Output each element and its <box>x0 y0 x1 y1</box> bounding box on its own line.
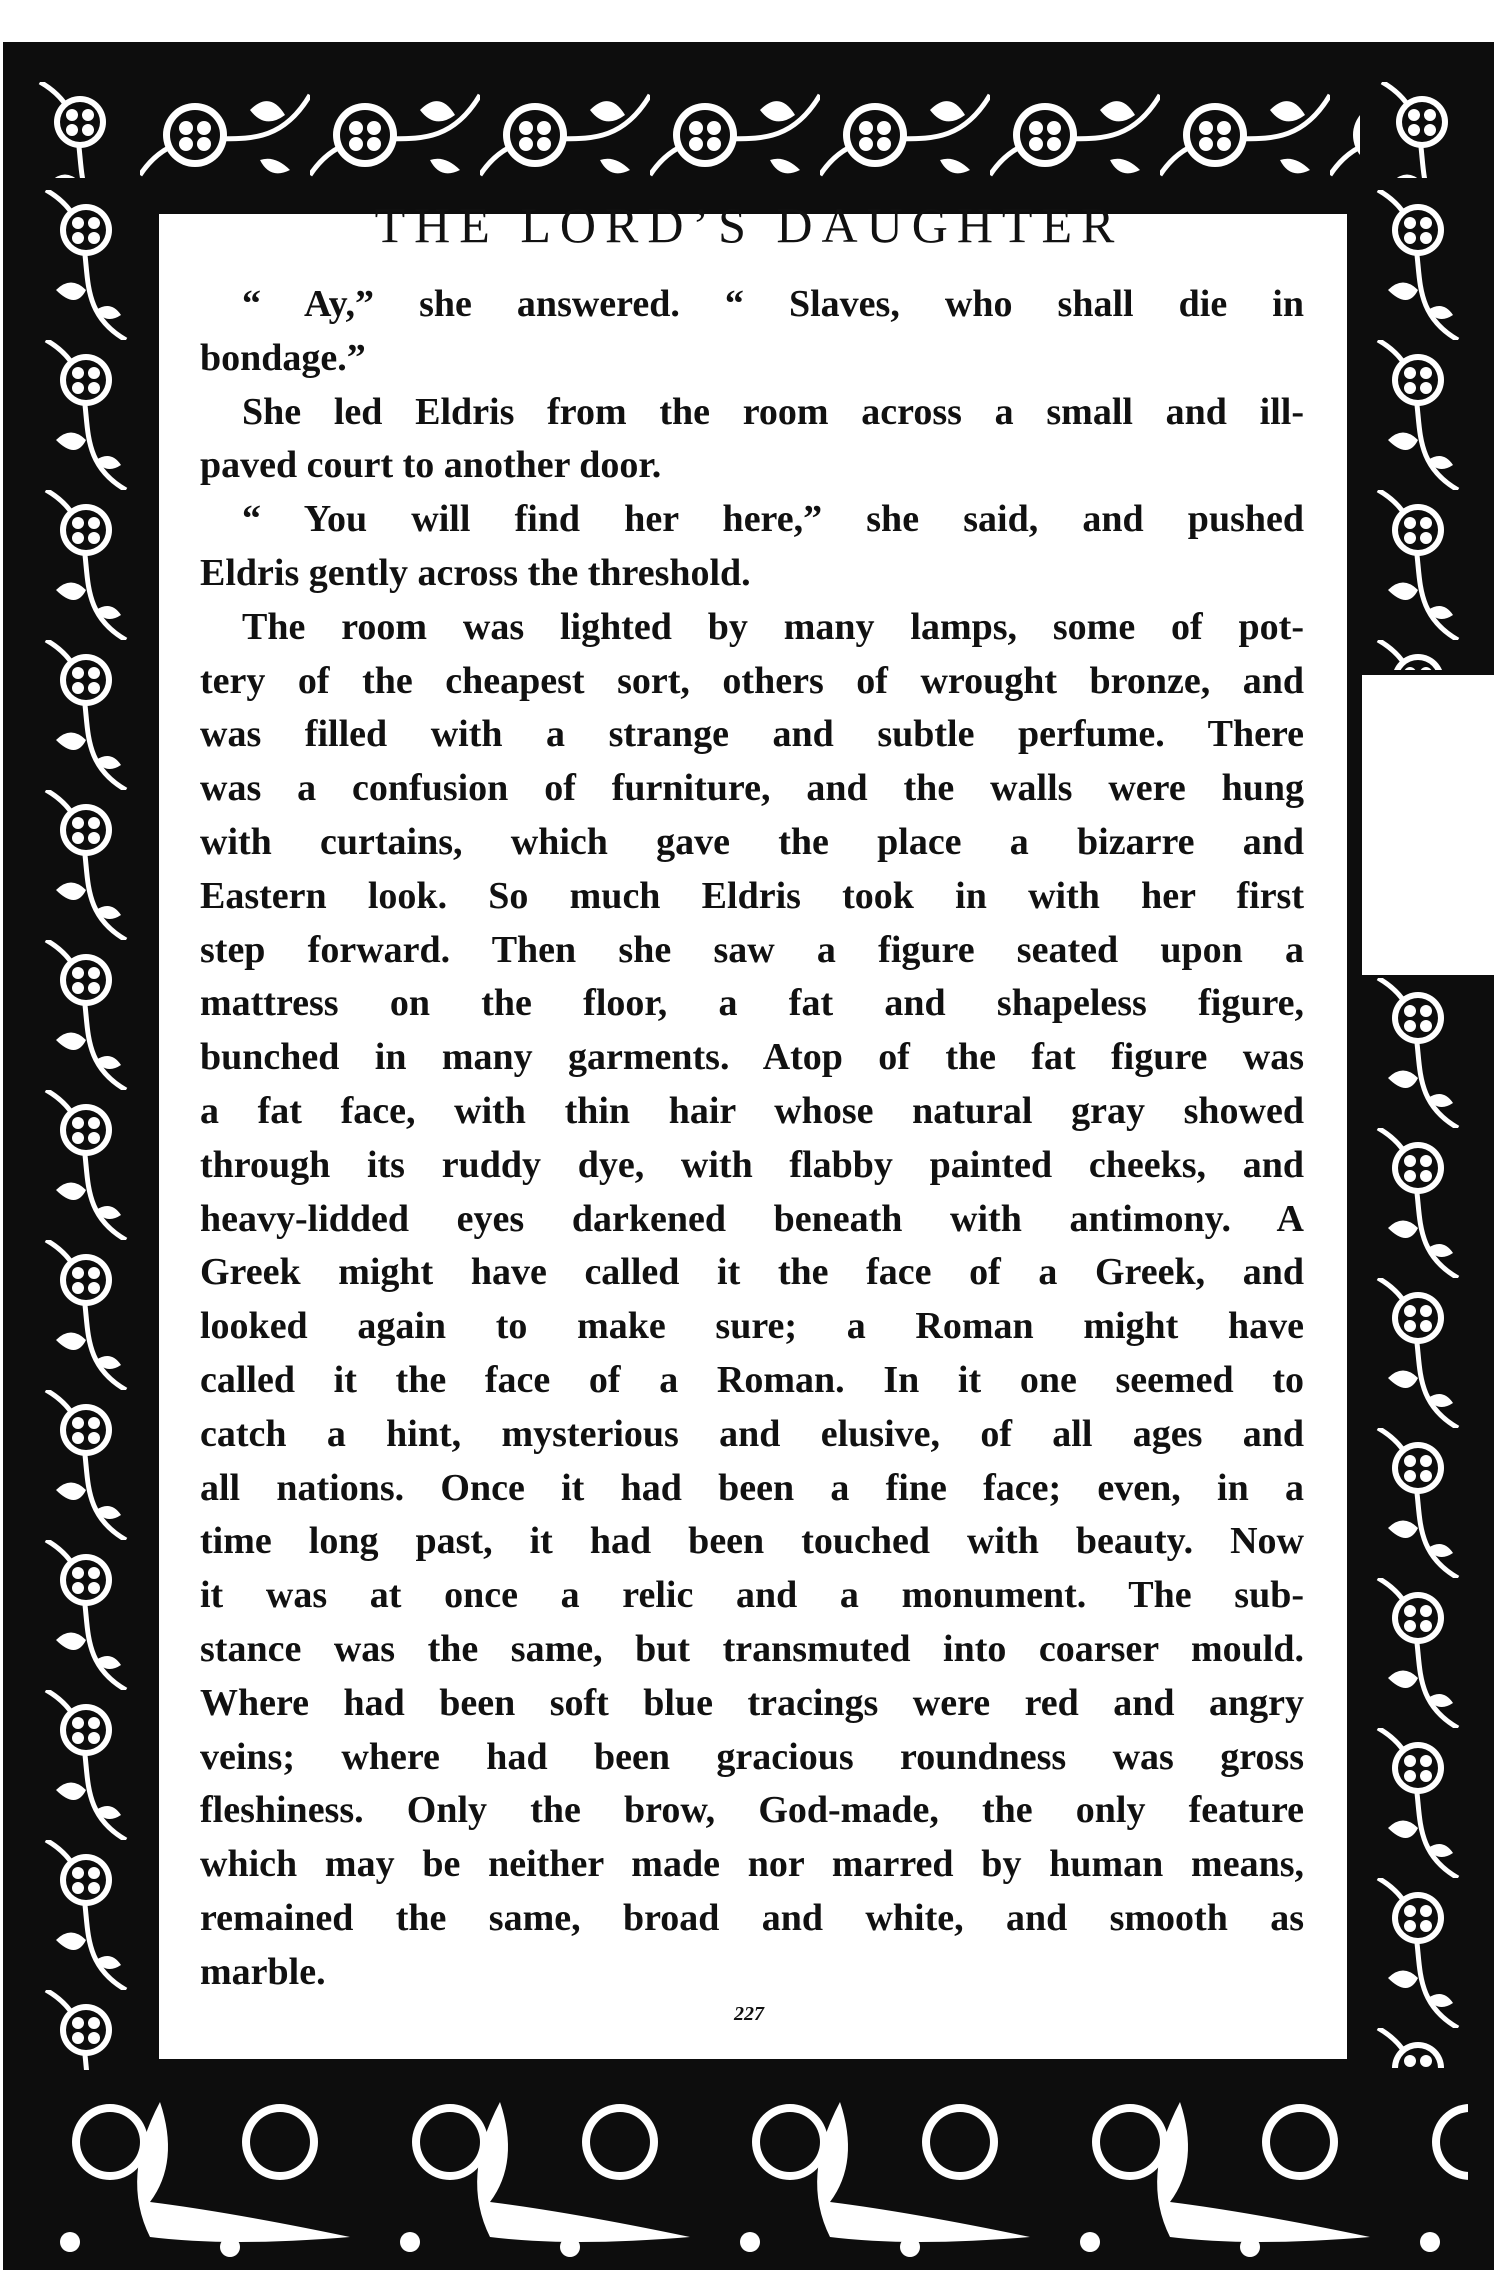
text-line: Eldris gently across the threshold. <box>200 551 751 594</box>
text-line: The room was lighted by many lamps, some of pot- <box>242 605 1304 648</box>
text-line: bunched in many garments. Atop of the fat figure was <box>200 1036 1304 1079</box>
text-line: mattress on the floor, a fat and shapeless figure, <box>200 982 1304 1025</box>
text-line: was a confusion of furniture, and the walls were hung <box>200 767 1304 810</box>
corner-rose-ornament-top-right <box>1372 82 1468 178</box>
corner-rose-ornament-top-left <box>30 82 126 178</box>
text-line: Eastern look. So much Eldris took in with her first <box>200 874 1304 917</box>
text-line: veins; where had been gracious roundness was gross <box>200 1735 1304 1778</box>
paragraph <box>200 386 1304 494</box>
text-line: “ Ay,” she answered. “ Slaves, who shall die in <box>242 283 1304 325</box>
page-number: 227 <box>734 2003 764 2025</box>
text-line: looked again to make sure; a Roman might have <box>200 1305 1304 1348</box>
text-line: step forward. Then she saw a figure seated upon a <box>200 928 1304 971</box>
right-vine-ornament-lower <box>1368 978 1468 2068</box>
running-title: THE LORD’S DAUGHTER <box>374 197 1124 253</box>
text-line: with curtains, which gave the place a bizarre and <box>200 820 1304 863</box>
page-body-text <box>200 278 1304 2000</box>
bottom-peacock-frieze <box>30 2082 1468 2262</box>
text-line: remained the same, broad and white, and smooth as <box>200 1896 1304 1939</box>
paragraph <box>200 493 1304 601</box>
text-line: fleshiness. Only the brow, God-made, the only feature <box>200 1789 1304 1832</box>
text-line: “ You will find her here,” she said, and pushed <box>242 498 1304 541</box>
text-line: She led Eldris from the room across a small and ill- <box>242 390 1304 433</box>
text-line: stance was the same, but transmuted into coarser mould. <box>200 1627 1304 1670</box>
text-line: it was at once a relic and a monument. The sub- <box>200 1574 1304 1617</box>
text-line: time long past, it had been touched with beauty. Now <box>200 1520 1304 1563</box>
text-line: which may be neither made nor marred by human means, <box>200 1843 1304 1886</box>
right-vine-ornament-upper <box>1368 190 1468 670</box>
text-line: catch a hint, mysterious and elusive, of all ages and <box>200 1412 1304 1455</box>
text-line: marble. <box>200 1950 326 1993</box>
border-print-gap <box>1362 675 1498 975</box>
text-line: Where had been soft blue tracings were red and angry <box>200 1681 1304 1724</box>
text-line: heavy-lidded eyes darkened beneath with antimony. A <box>200 1197 1304 1240</box>
text-line: was filled with a strange and subtle perfume. There <box>200 713 1304 756</box>
text-line: called it the face of a Roman. In it one seemed to <box>200 1358 1304 1401</box>
text-line: paved court to another door. <box>200 444 662 487</box>
text-line: bondage.” <box>200 336 366 379</box>
left-vine-ornament <box>36 190 136 2070</box>
paragraph <box>200 601 1304 2000</box>
top-vine-ornament <box>140 80 1360 192</box>
text-line: a fat face, with thin hair whose natural gray showed <box>200 1089 1304 1132</box>
text-line: through its ruddy dye, with flabby painted cheeks, and <box>200 1143 1304 1186</box>
text-line: Greek might have called it the face of a Greek, and <box>200 1251 1304 1294</box>
text-line: tery of the cheapest sort, others of wrought bronze, and <box>200 659 1304 702</box>
text-line: all nations. Once it had been a fine face; even, in a <box>200 1466 1304 1509</box>
paragraph <box>200 278 1304 386</box>
